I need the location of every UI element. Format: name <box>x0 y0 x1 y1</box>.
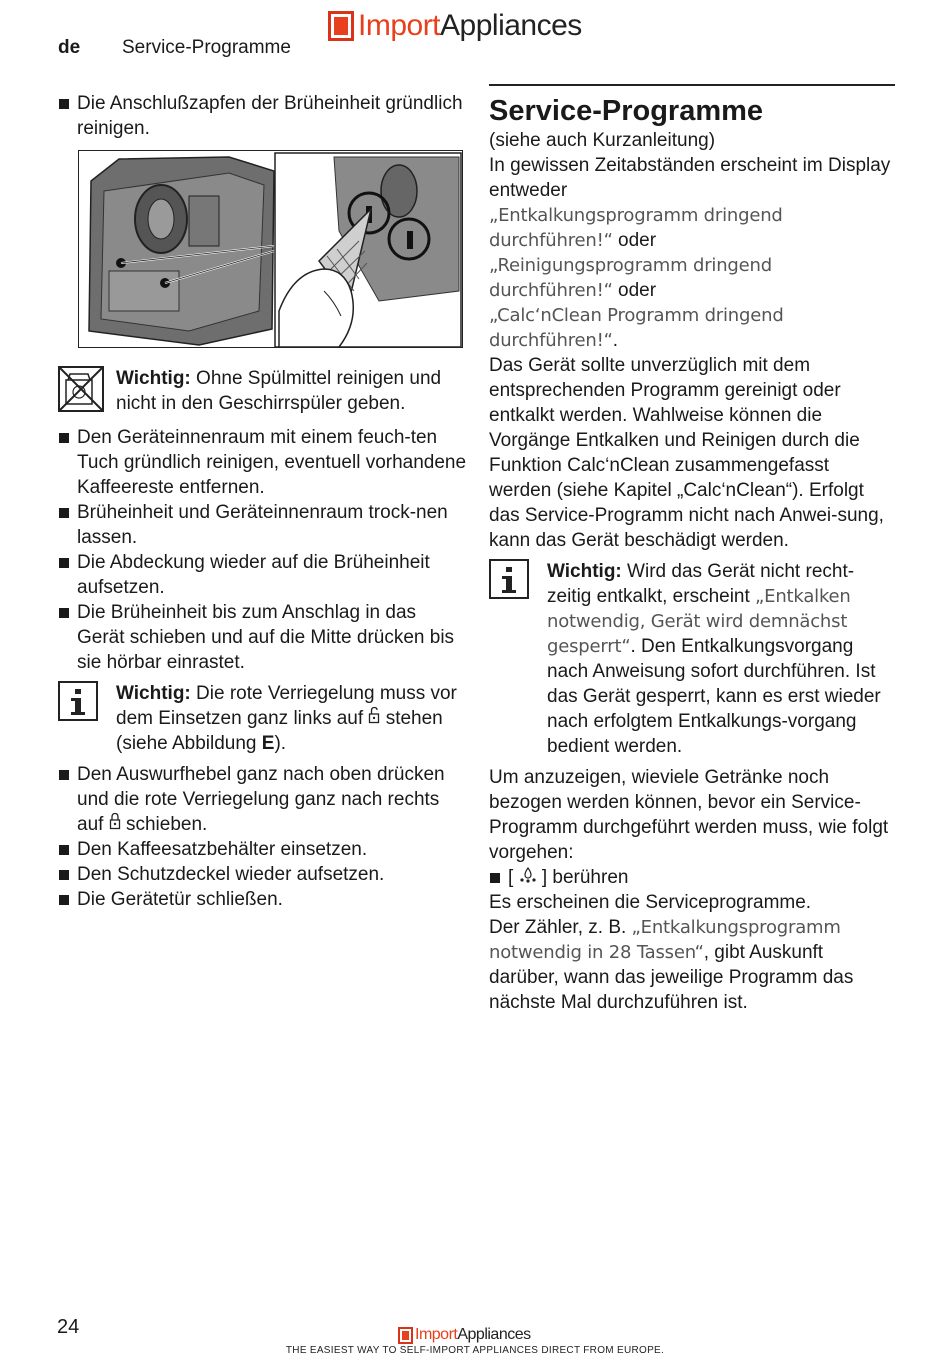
paragraph: Um anzuzeigen, wieviele Getränke noch bezogen werden können, bevor ein Service-Programm durchgeführt werden muss, wie folgt vorgehen: <box>489 767 889 863</box>
paragraph-counter <box>489 915 895 1015</box>
list-item: Die Abdeckung wieder auf die Brüheinheit aufsetzen. <box>58 550 468 600</box>
touch-text-a: [ <box>508 867 519 888</box>
lock-closed-icon <box>109 814 121 835</box>
paragraph: Es erscheinen die Serviceprogramme. <box>489 892 812 913</box>
display-text: „Entkalkungsprogramm notwendig in 28 Tassen“ <box>489 917 841 963</box>
note-text-c: ). <box>274 733 287 754</box>
footer-tagline: THE EASIEST WAY TO SELF-IMPORT APPLIANCES DIRECT FROM EUROPE. <box>285 1345 665 1356</box>
counter-text-b: , gibt Auskunft darüber, wann das jeweilige Programm das nächste Mal durchzuführen ist. <box>489 942 854 1013</box>
note-important-descale <box>489 559 895 759</box>
note-label: Wichtig: <box>547 561 622 582</box>
figure-brew-unit-cleaning <box>78 150 463 348</box>
right-column <box>489 84 895 1015</box>
note-text-b: . Den Entkalkungsvorgang nach Anweisung sofort durchführen. Ist das Gerät gesperrt, kann es erst wieder nach erfolgtem Entkalkungs-vorgang bedient werden. <box>547 636 881 757</box>
brew-unit-illustration <box>79 151 463 348</box>
logo-appliances: Appliances <box>440 9 582 42</box>
list-item-text-a: Den Auswurfhebel ganz nach oben drücken und die rote Verriegelung ganz nach rechts auf <box>77 764 445 835</box>
dot-text: . <box>612 330 619 351</box>
list-item: Die Brüheinheit bis zum Anschlag in das Gerät schieben und auf die Mitte drücken bis sie hörbar einrastet. <box>58 600 468 675</box>
note-text-b: stehen (siehe Abbildung <box>116 708 443 754</box>
no-dishwasher-icon <box>58 366 98 419</box>
info-icon <box>489 559 529 759</box>
note-label: Wichtig: <box>116 368 191 389</box>
list-item: Die Anschlußzapfen der Brüheinheit gründlich reinigen. <box>58 91 468 141</box>
display-text: „Reinigungsprogramm dringend durchführen!“ <box>489 255 772 301</box>
note-text-a: Die rote Verriegelung muss vor dem Einsetzen ganz links auf <box>116 683 457 729</box>
note-important-no-detergent <box>58 366 468 419</box>
header-title: Service-Programme <box>122 37 291 58</box>
section-heading: Service-Programme <box>489 84 895 128</box>
or-text: oder <box>612 230 657 251</box>
display-message-clean <box>489 253 895 303</box>
note-text-a: Wird das Gerät nicht recht-zeitig entkalkt, erscheint <box>547 561 855 607</box>
list-item-text-b: schieben. <box>120 814 208 835</box>
list-item: Den Schutzdeckel wieder aufsetzen. <box>58 862 468 887</box>
paragraph: In gewissen Zeitabständen erscheint im Display entweder <box>489 155 891 201</box>
list-item: Brüheinheit und Geräteinnenraum trock-nen lassen. <box>58 500 468 550</box>
list-item-touch <box>489 865 895 890</box>
page-number: 24 <box>57 1316 80 1338</box>
logo-square-icon <box>328 11 354 41</box>
figure-ref: E <box>261 733 275 754</box>
lock-open-icon <box>368 708 380 729</box>
paragraph: Das Gerät sollte unverzüglich mit dem entsprechenden Programm gereinigt oder entkalkt werden. Wahlweise können die Vorgänge Entkalken und Reinigen durch die Funktion Calc‘nClean zusammengefasst werden (siehe Kapitel „Calc‘nClean“). Erfolgt das Service-Programm nicht nach Anwei-sung, kann das Gerät beschädigt werden. <box>489 355 884 551</box>
display-text: „Entkalkungsprogramm dringend durchführen!“ <box>489 205 783 251</box>
logo-square-icon <box>398 1327 413 1344</box>
or-text: oder <box>612 280 657 301</box>
paragraph: (siehe auch Kurzanleitung) <box>489 130 716 151</box>
list-item: Die Gerätetür schließen. <box>58 887 468 912</box>
left-column <box>58 91 468 912</box>
display-message-calcnclean <box>489 303 895 353</box>
logo-import: Import <box>415 1326 458 1343</box>
brand-logo <box>328 9 582 43</box>
display-text: „Calc‘nClean Programm dringend durchführen!“ <box>489 305 784 351</box>
note-label: Wichtig: <box>116 683 191 704</box>
note-important-red-lock <box>58 681 468 756</box>
display-text: „Entkalken notwendig, Gerät wird demnächst gesperrt“ <box>547 586 851 657</box>
logo-appliances: Appliances <box>457 1326 531 1343</box>
list-item <box>58 762 468 837</box>
touch-text-b: ] berühren <box>536 867 629 888</box>
list-item: Den Geräteinnenraum mit einem feuch-ten Tuch gründlich reinigen, eventuell vorhandene Kaffeereste entfernen. <box>58 425 468 500</box>
note-text: Ohne Spülmittel reinigen und nicht in den Geschirrspüler geben. <box>116 368 442 414</box>
header-language: de <box>58 37 81 58</box>
service-key-icon <box>519 867 537 888</box>
logo-import: Import <box>358 9 441 42</box>
list-item: Den Kaffeesatzbehälter einsetzen. <box>58 837 468 862</box>
display-message-descale <box>489 203 895 253</box>
counter-text-a: Der Zähler, z. B. <box>489 917 632 938</box>
info-icon <box>58 681 98 756</box>
footer-logo <box>398 1326 531 1344</box>
